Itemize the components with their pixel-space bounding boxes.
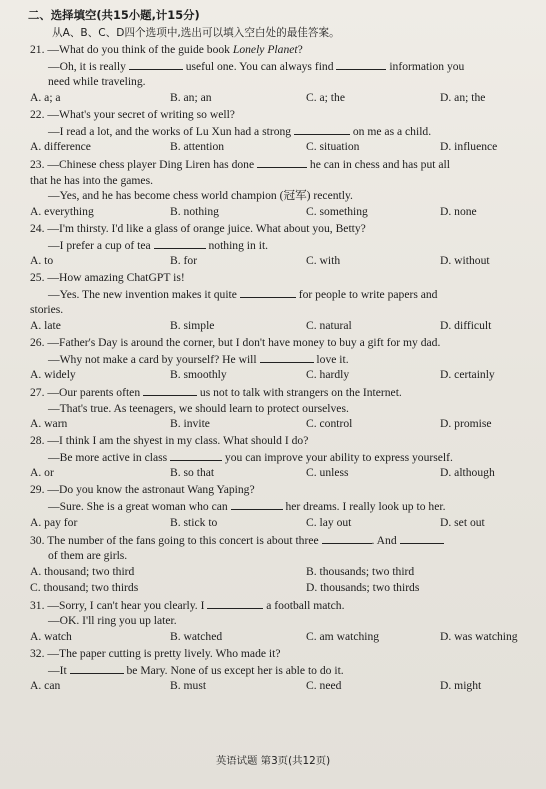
question-number: 29. — [30, 483, 45, 497]
option-d[interactable]: D. influence — [440, 140, 498, 154]
answer-blank[interactable] — [70, 662, 124, 674]
option-a[interactable]: A. thousand; two third — [30, 564, 135, 578]
option-c[interactable]: C. a; the — [306, 90, 345, 104]
question-text: —Be more active in class — [48, 450, 171, 464]
option-c[interactable]: C. control — [306, 417, 353, 431]
question-text: for people to write papers and — [295, 287, 438, 301]
answer-blank[interactable] — [257, 156, 307, 168]
question-text: —That's true. As teenagers, we should learn to protect ourselves. — [48, 401, 349, 415]
question-text: —Why not make a card by yourself? He will — [48, 352, 260, 366]
answer-blank[interactable] — [170, 449, 222, 461]
option-c[interactable]: C. need — [306, 679, 342, 693]
answer-blank[interactable] — [260, 351, 314, 363]
option-d[interactable]: D. although — [440, 466, 495, 480]
question-section — [30, 8, 530, 694]
question-text: —The paper cutting is pretty lively. Who made it? — [47, 647, 281, 661]
option-d[interactable]: D. was watching — [440, 630, 518, 644]
option-b[interactable]: B. for — [170, 254, 198, 268]
options — [30, 678, 530, 694]
question-text: information you — [386, 59, 465, 73]
question-mark: ? — [297, 43, 303, 57]
option-a[interactable]: A. can — [30, 679, 61, 693]
question-30 — [30, 532, 530, 596]
question-text: that he has into the games. — [30, 173, 153, 187]
option-c[interactable]: C. with — [306, 254, 341, 268]
question-21 — [30, 42, 530, 106]
answer-blank[interactable] — [231, 498, 283, 510]
question-32 — [30, 646, 530, 694]
answer-blank[interactable] — [294, 123, 350, 135]
question-text: useful one. You can always find — [182, 59, 337, 73]
question-number: 26. — [30, 335, 45, 349]
option-a[interactable]: A. difference — [30, 140, 91, 154]
option-a[interactable]: A. or — [30, 466, 54, 480]
question-text: —I think I am the shyest in my class. What should I do? — [47, 434, 309, 448]
answer-blank[interactable] — [400, 532, 444, 544]
question-text: need while traveling. — [48, 75, 146, 89]
option-c[interactable]: C. am watching — [306, 630, 380, 644]
option-b[interactable]: B. smoothly — [170, 368, 227, 382]
answer-blank[interactable] — [207, 597, 263, 609]
option-b[interactable]: B. nothing — [170, 204, 219, 218]
option-d[interactable]: D. thousands; two thirds — [306, 580, 420, 594]
options — [30, 629, 530, 645]
question-number: 30. — [30, 533, 45, 547]
options — [30, 90, 530, 106]
option-c[interactable]: C. natural — [306, 318, 352, 332]
question-text: —Oh, it is really — [48, 59, 129, 73]
question-text: love it. — [313, 352, 349, 366]
option-d[interactable]: D. without — [440, 254, 490, 268]
options — [30, 564, 530, 580]
option-a[interactable]: A. to — [30, 254, 54, 268]
option-b[interactable]: B. watched — [170, 630, 223, 644]
answer-blank[interactable] — [336, 58, 386, 70]
question-number: 28. — [30, 434, 45, 448]
section-title: 二、选择填空(共15小题,计15分) — [28, 8, 200, 22]
options — [30, 515, 530, 531]
question-text: —I'm thirsty. I'd like a glass of orange juice. What about you, Betty? — [47, 221, 366, 235]
question-text: a football match. — [263, 598, 345, 612]
option-a[interactable]: A. warn — [30, 417, 68, 431]
question-number: 22. — [30, 107, 45, 121]
option-d[interactable]: D. an; the — [440, 90, 486, 104]
question-number: 24. — [30, 221, 45, 235]
question-text: you can improve your ability to express yourself. — [222, 450, 453, 464]
book-title: Lonely Planet — [232, 43, 298, 57]
question-number: 31. — [30, 598, 45, 612]
question-text: —Chinese chess player Ding Liren has done — [47, 158, 258, 172]
option-d[interactable]: D. set out — [440, 515, 485, 529]
question-28 — [30, 433, 530, 481]
option-b[interactable]: B. thousands; two third — [306, 564, 415, 578]
question-number: 21. — [30, 43, 45, 57]
question-text: The number of the fans going to this concert is about three — [47, 533, 322, 547]
question-text: . And — [371, 533, 400, 547]
question-22 — [30, 107, 530, 155]
option-c[interactable]: C. unless — [306, 466, 349, 480]
question-text: —It — [48, 663, 70, 677]
option-c[interactable]: C. lay out — [306, 515, 352, 529]
option-b[interactable]: B. simple — [170, 318, 215, 332]
question-text: —What do you think of the guide book — [47, 43, 233, 57]
option-b[interactable]: B. invite — [170, 417, 210, 431]
answer-blank[interactable] — [154, 237, 206, 249]
option-d[interactable]: D. promise — [440, 417, 492, 431]
question-text: —Do you know the astronaut Wang Yaping? — [47, 483, 255, 497]
question-text: be Mary. None of us except her is able to do it. — [123, 663, 344, 677]
option-a[interactable]: A. watch — [30, 630, 72, 644]
question-number: 32. — [30, 647, 45, 661]
option-a[interactable]: A. a; a — [30, 90, 61, 104]
option-c[interactable]: C. thousand; two thirds — [30, 580, 139, 594]
section-instruction: 从A、B、C、D四个选项中,选出可以填入空白处的最佳答案。 — [52, 26, 340, 39]
question-text: —Yes. The new invention makes it quite — [48, 287, 240, 301]
option-d[interactable]: D. might — [440, 679, 482, 693]
question-text: us not to talk with strangers on the Internet. — [197, 386, 402, 400]
question-31 — [30, 597, 530, 645]
option-b[interactable]: B. must — [170, 679, 207, 693]
options — [30, 465, 530, 481]
question-27 — [30, 384, 530, 432]
question-text: —Sure. She is a great woman who can — [48, 500, 231, 514]
option-d[interactable]: D. difficult — [440, 318, 492, 332]
option-b[interactable]: B. stick to — [170, 515, 218, 529]
question-text: —How amazing ChatGPT is! — [47, 271, 185, 285]
question-text: —I read a lot, and the works of Lu Xun had a strong — [48, 124, 294, 138]
answer-blank[interactable] — [322, 532, 372, 544]
option-c[interactable]: C. situation — [306, 140, 360, 154]
question-text: —I prefer a cup of tea — [48, 238, 154, 252]
option-b[interactable]: B. an; an — [170, 90, 212, 104]
question-text: —Our parents often — [47, 386, 144, 400]
option-d[interactable]: D. none — [440, 204, 477, 218]
question-26 — [30, 335, 530, 383]
options — [30, 318, 530, 334]
options — [30, 253, 530, 269]
options — [30, 139, 530, 155]
option-b[interactable]: B. attention — [170, 140, 225, 154]
question-number: 23. — [30, 158, 45, 172]
option-b[interactable]: B. so that — [170, 466, 215, 480]
question-text: her dreams. I really look up to her. — [282, 500, 446, 514]
question-text: —Father's Day is around the corner, but I don't have money to buy a gift for my dad. — [47, 335, 441, 349]
option-a[interactable]: A. everything — [30, 204, 94, 218]
question-number: 25. — [30, 271, 45, 285]
option-a[interactable]: A. pay for — [30, 515, 78, 529]
option-d[interactable]: D. certainly — [440, 368, 495, 382]
option-a[interactable]: A. late — [30, 318, 61, 332]
question-24 — [30, 221, 530, 269]
question-text: nothing in it. — [205, 238, 269, 252]
question-text: of them are girls. — [48, 549, 128, 563]
option-c[interactable]: C. hardly — [306, 368, 350, 382]
options — [30, 580, 530, 596]
options — [30, 204, 530, 220]
question-text: —Sorry, I can't hear you clearly. I — [47, 598, 208, 612]
question-23 — [30, 156, 530, 220]
question-29 — [30, 482, 530, 530]
option-c[interactable]: C. something — [306, 204, 368, 218]
answer-blank[interactable] — [143, 384, 197, 396]
option-a[interactable]: A. widely — [30, 368, 76, 382]
question-text: stories. — [30, 303, 64, 317]
question-25 — [30, 270, 530, 334]
question-text: on me as a child. — [349, 124, 432, 138]
options — [30, 416, 530, 432]
question-text: —OK. I'll ring you up later. — [48, 614, 177, 628]
question-text: —Yes, and he has become chess world champion (冠军) recently. — [48, 189, 353, 203]
answer-blank[interactable] — [129, 58, 183, 70]
question-text: he can in chess and has put all — [307, 158, 450, 172]
answer-blank[interactable] — [240, 286, 296, 298]
page-footer: 英语试题 第3页(共12页) — [215, 755, 331, 767]
question-text: —What's your secret of writing so well? — [47, 107, 235, 121]
options — [30, 367, 530, 383]
question-number: 27. — [30, 386, 45, 400]
